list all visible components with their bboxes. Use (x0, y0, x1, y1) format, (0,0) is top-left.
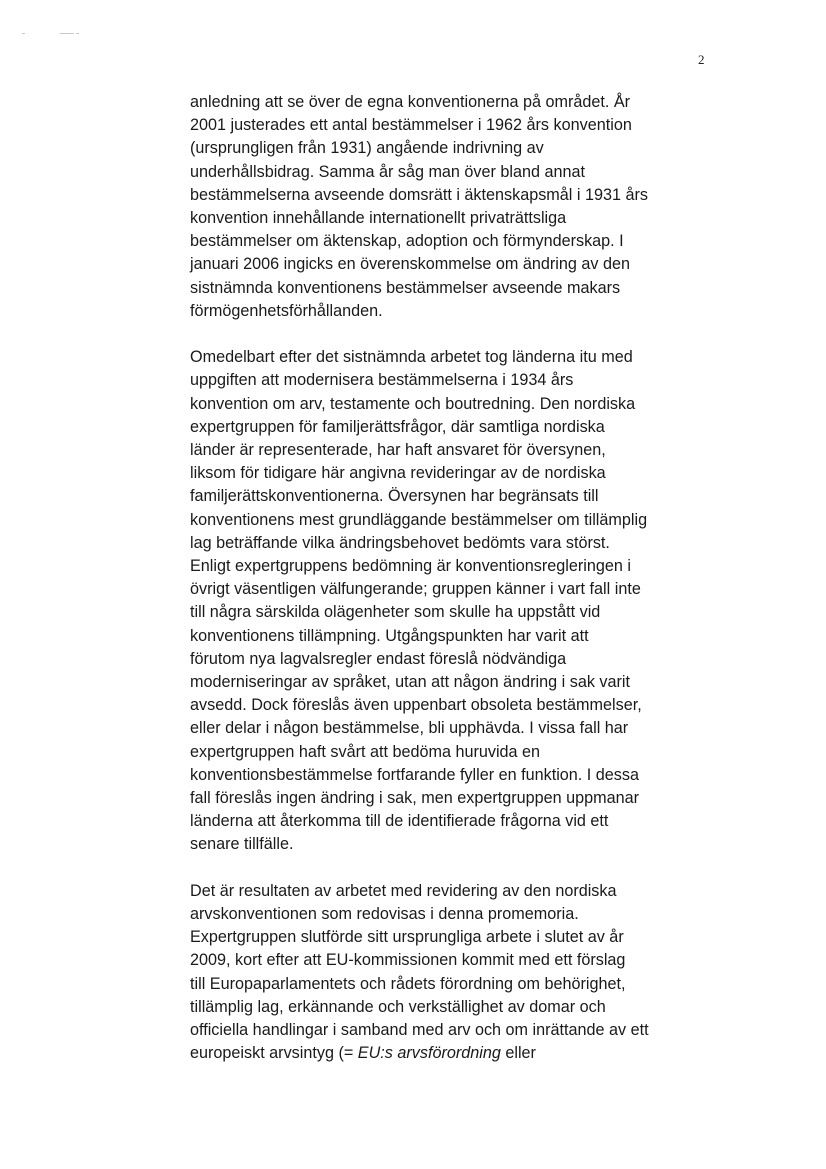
text-line: konvention om arv, testamente och boutredning. Den nordiska (190, 394, 636, 413)
text-line: till Europaparlamentets och rådets förordning om behörighet, (190, 974, 626, 993)
paragraph-1 (190, 91, 730, 323)
text-line: liksom för tidigare här angivna revideringar av de nordiska (190, 464, 606, 483)
text-line: arvskonventionen som redovisas i denna promemoria. (190, 905, 579, 924)
text-segment: eller (500, 1044, 536, 1063)
text-line: konventionsbestämmelse fortfarande fyller en funktion. I dessa (190, 765, 639, 784)
text-line: fall föreslås ingen ändring i sak, men expertgruppen uppmanar (190, 789, 640, 808)
text-line: bestämmelserna avseende domsrätt i äktenskapsmål i 1931 års (190, 185, 648, 204)
page-number: 2 (698, 52, 705, 67)
scan-artifact (60, 33, 74, 34)
text-line: 2009, kort efter att EU-kommissionen kommit med ett förslag (190, 951, 626, 970)
text-line: förmögenhetsförhållanden. (190, 301, 383, 320)
text-line: länder är representerade, har haft ansvaret för översynen, (190, 441, 606, 460)
text-line: underhållsbidrag. Samma år såg man över bland annat (190, 162, 586, 181)
text-line: expertgruppen för familjerättsfrågor, där samtliga nordiska (190, 417, 605, 436)
text-line: senare tillfälle. (190, 835, 294, 854)
text-line: konventionens mest grundläggande bestämmelser om tillämplig (190, 510, 648, 529)
emphasized-term: EU:s arvsförordning (357, 1044, 501, 1063)
text-line: förutom nya lagvalsregler endast föreslå nödvändiga (190, 649, 567, 668)
paragraph-3 (190, 880, 730, 1066)
text-line: avsedd. Dock föreslås även uppenbart obsoleta bestämmelser, (190, 696, 642, 715)
text-line: expertgruppen haft svårt att bedöma huruvida en (190, 742, 541, 761)
text-line: familjerättskonventionerna. Översynen har begränsats till (190, 487, 599, 506)
text-line: konventionens tillämpning. Utgångspunkten har varit att (190, 626, 589, 645)
text-line: (ursprungligen från 1931) angående indrivning av (190, 139, 544, 158)
text-line: bestämmelser om äktenskap, adoption och förmynderskap. I (190, 232, 624, 251)
text-segment: europeiskt arvsintyg (= (190, 1044, 358, 1063)
text-line: Expertgruppen slutförde sitt ursprungliga arbete i slutet av år (190, 928, 624, 947)
scan-artifact (76, 33, 79, 34)
text-line: Enligt expertgruppens bedömning är konventionsregleringen i (190, 557, 631, 576)
text-line: januari 2006 ingicks en överenskommelse om ändring av den (190, 255, 631, 274)
text-line: 2001 justerades ett antal bestämmelser i 1962 års konvention (190, 116, 632, 135)
body-text (190, 91, 730, 1066)
text-line: länderna att återkomma till de identifierade frågorna vid ett (190, 812, 609, 831)
text-line: lag beträffande vilka ändringsbehovet bedömts vara störst. (190, 533, 610, 552)
text-line: konvention innehållande internationellt privaträttsliga (190, 209, 567, 228)
text-line: anledning att se över de egna konventionerna på området. År (190, 93, 631, 111)
text-line: Omedelbart efter det sistnämnda arbetet tog länderna itu med (190, 348, 633, 367)
text-line: tillämplig lag, erkännande och verkställighet av domar och (190, 997, 606, 1016)
scan-artifact (22, 33, 25, 34)
text-line: moderniseringar av språket, utan att någon ändring i sak varit (190, 673, 631, 692)
text-line: Det är resultaten av arbetet med revidering av den nordiska (190, 881, 617, 900)
text-line: till några särskilda olägenheter som skulle ha uppstått vid (190, 603, 601, 622)
text-line: sistnämnda konventionens bestämmelser avseende makars (190, 278, 621, 297)
paragraph-2 (190, 346, 730, 856)
text-line-with-emphasis (190, 1042, 730, 1065)
text-line: officiella handlingar i samband med arv och om inrättande av ett (190, 1021, 649, 1040)
text-line: eller delar i någon bestämmelse, bli upphävda. I vissa fall har (190, 719, 629, 738)
text-line: uppgiften att modernisera bestämmelserna i 1934 års (190, 371, 574, 390)
text-line: övrigt väsentligen välfungerande; gruppen känner i vart fall inte (190, 580, 641, 599)
